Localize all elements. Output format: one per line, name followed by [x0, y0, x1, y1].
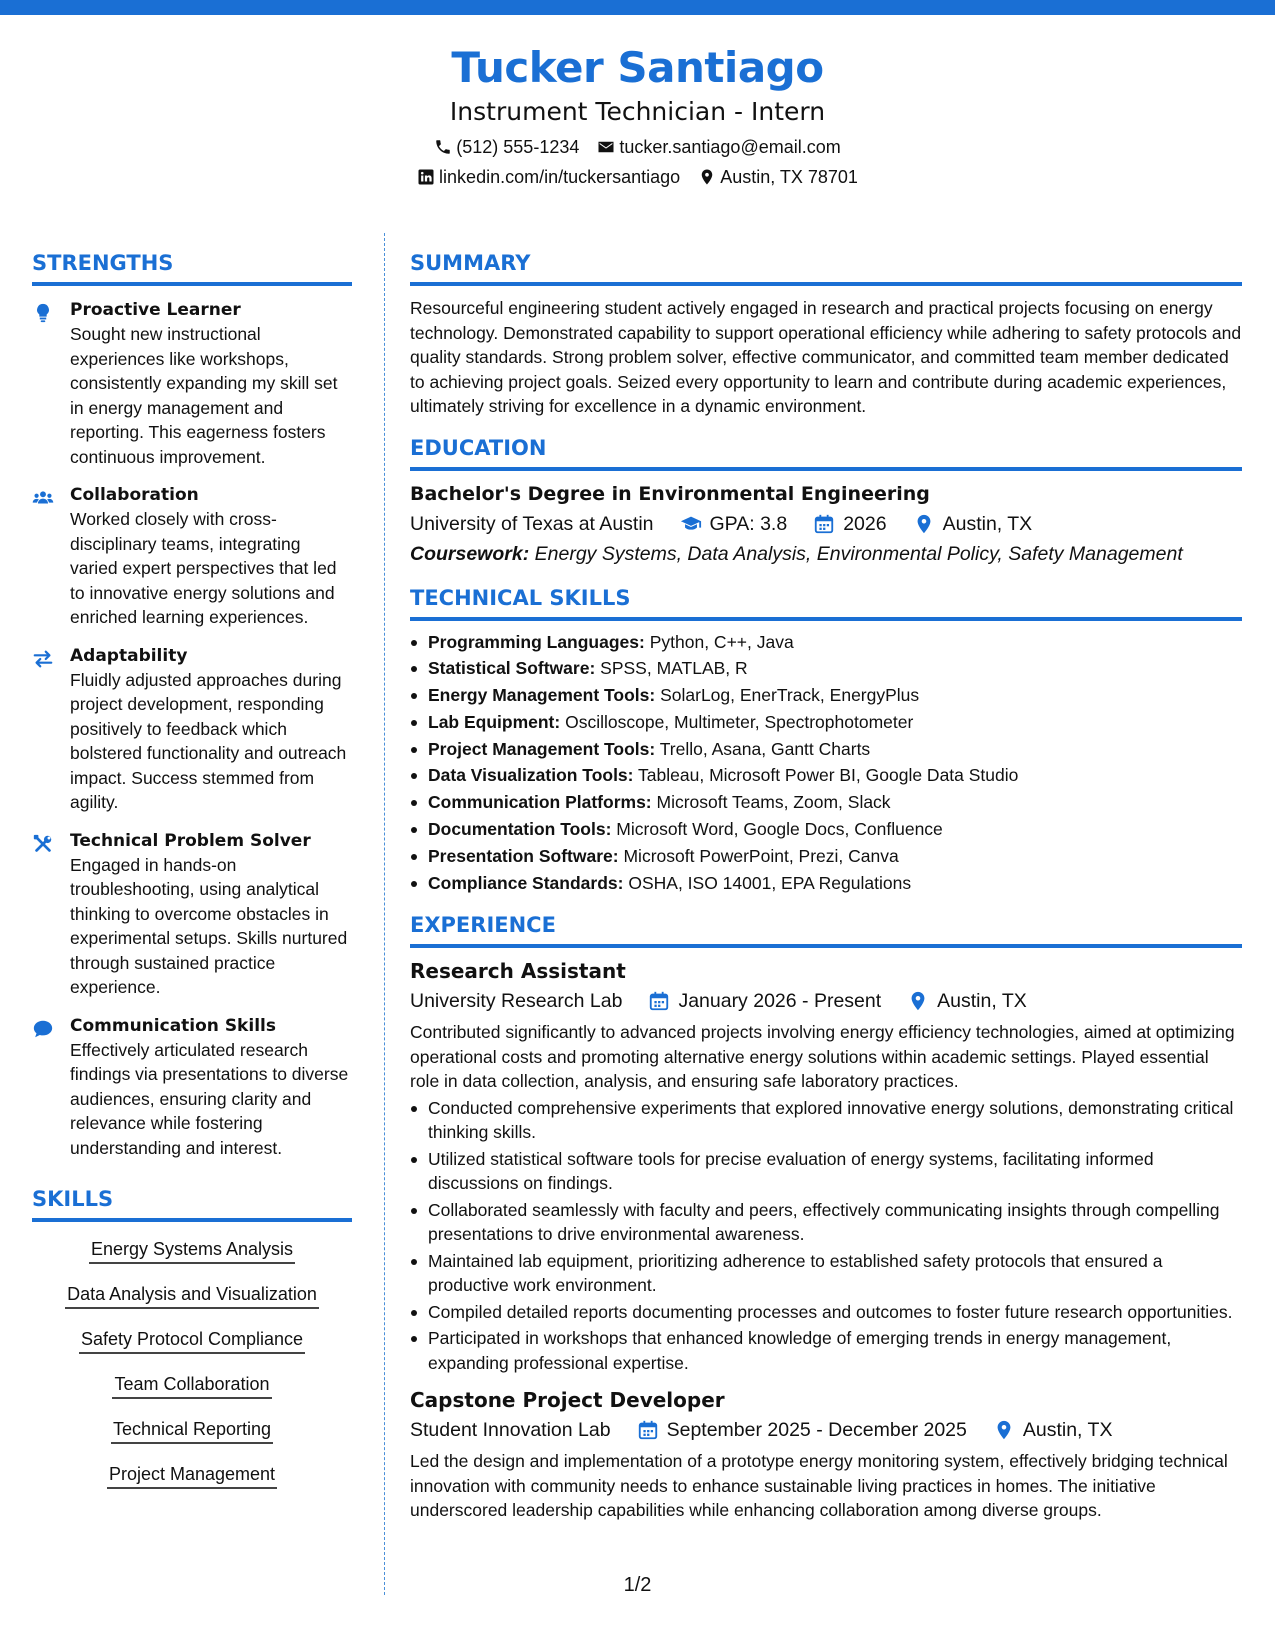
skill-item: Team Collaboration: [112, 1371, 271, 1399]
list-item: [410, 816, 1242, 843]
skill-label: Programming Languages:: [428, 631, 645, 652]
skills-section: [32, 1184, 352, 1506]
linkedin-icon: [417, 168, 435, 186]
strength-item: [32, 829, 352, 1000]
users-icon: [32, 487, 54, 509]
strength-desc: Fluidly adjusted approaches during project development, responding positively to feedback which bolstered functionality and outreach impact. Success stemmed from agility.: [70, 669, 347, 812]
email-text: tucker.santiago@email.com: [619, 137, 841, 157]
job-meta: [410, 1415, 1242, 1445]
job-org: Student Innovation Lab: [410, 1419, 611, 1442]
job-entry: [410, 1385, 1242, 1523]
skill-value: SolarLog, EnerTrack, EnergyPlus: [660, 685, 920, 706]
map-pin-icon: [907, 990, 929, 1012]
skill-value: SPSS, MATLAB, R: [600, 658, 748, 679]
list-item: Compiled detailed reports documenting processes and outcomes to foster future research opportunities.: [410, 1300, 1242, 1325]
calendar-icon: [648, 990, 670, 1012]
strengths-section: [32, 248, 352, 1160]
job-description: Led the design and implementation of a prototype energy monitoring system, effectively bridging technical innovation with community needs to enhance sustainable living practices in homes. The initiative underscored leadership capabilities while enhancing collaboration among diverse groups.: [410, 1451, 1228, 1521]
skill-value: Oscilloscope, Multimeter, Spectrophotometer: [565, 711, 914, 732]
skills-heading: SKILLS: [32, 1184, 352, 1222]
skill-label: Documentation Tools:: [428, 819, 612, 840]
top-accent-bar: [0, 0, 1275, 15]
job-bullets: [410, 1096, 1242, 1376]
skill-label: Communication Platforms:: [428, 792, 652, 813]
skill-label: Project Management Tools:: [428, 738, 656, 759]
skill-label: Presentation Software:: [428, 845, 619, 866]
map-pin-icon: [993, 1419, 1015, 1441]
grad-year: 2026: [843, 512, 887, 535]
experience-section: [410, 910, 1242, 1523]
strength-item: [32, 483, 352, 630]
coursework-label: Coursework:: [410, 542, 530, 565]
swap-arrows-icon: [32, 648, 54, 670]
candidate-title: Instrument Technician - Intern: [449, 97, 826, 126]
map-pin-icon: [913, 513, 935, 535]
list-item: Utilized statistical software tools for precise evaluation of energy systems, facilitating informed discussions on findings.: [410, 1147, 1242, 1196]
phone-icon: [434, 138, 452, 156]
job-dates: January 2026 - Present: [678, 990, 882, 1013]
job-entry: [410, 956, 1242, 1375]
list-item: Collaborated seamlessly with faculty and peers, effectively communicating insights through compelling presentations to drive environmental awareness.: [410, 1198, 1242, 1247]
right-column: [410, 248, 1242, 1523]
education-meta: [410, 509, 1242, 539]
list-item: [410, 629, 1242, 656]
list-item: [410, 843, 1242, 870]
contact-linkedin[interactable]: [417, 162, 680, 192]
job-description: Contributed significantly to advanced projects involving energy efficiency technologies, aimed at optimizing operational costs and promoting alternative energy solutions within academic settings. Played essential role in data collection, analysis, and ensuring safe laboratory practices.: [410, 1022, 1235, 1092]
skill-value: Microsoft Teams, Zoom, Slack: [656, 792, 891, 813]
degree-title: Bachelor's Degree in Environmental Engineering: [410, 482, 930, 505]
chat-bubble-icon: [32, 1018, 54, 1040]
map-pin-icon: [698, 168, 716, 186]
contact-row-2: [0, 162, 1275, 192]
list-item: [410, 736, 1242, 763]
list-item: [410, 655, 1242, 682]
strength-desc: Effectively articulated research findings via presentations to diverse audiences, ensuring clarity and relevance while fostering understanding and interest.: [70, 1039, 349, 1158]
strength-desc: Worked closely with cross-disciplinary teams, integrating varied expert perspectives that led to innovative energy solutions and enriched learning experiences.: [70, 509, 337, 627]
strength-title: Adaptability: [70, 645, 188, 666]
technical-skills-list: [410, 629, 1242, 897]
job-org: University Research Lab: [410, 990, 623, 1013]
list-item: [410, 709, 1242, 736]
education-entry: [410, 479, 1242, 569]
summary-heading: SUMMARY: [410, 248, 1242, 286]
lightbulb-icon: [32, 302, 54, 324]
skill-item: Technical Reporting: [111, 1416, 273, 1444]
summary-text: Resourceful engineering student actively engaged in research and practical projects focusing on energy technology. Demonstrated capability to support operational efficiency while adhering to safety protocols and quality standards. Strong problem solver, effective communicator, and committed team member dedicated to achieving project goals. Seized every opportunity to learn and contribute during academic experiences, ultimately striving for excellence in a dynamic environment.: [410, 298, 1242, 416]
strength-title: Communication Skills: [70, 1015, 276, 1036]
column-divider: [384, 233, 385, 1595]
skill-item: Energy Systems Analysis: [89, 1236, 295, 1264]
job-dates: September 2025 - December 2025: [666, 1419, 967, 1442]
skill-value: Microsoft PowerPoint, Prezi, Canva: [623, 845, 899, 866]
technical-skills-heading: TECHNICAL SKILLS: [410, 583, 1242, 621]
graduation-cap-icon: [680, 513, 702, 535]
phone-text: (512) 555-1234: [456, 137, 580, 157]
strength-title: Technical Problem Solver: [70, 830, 311, 851]
gpa-text: GPA: 3.8: [709, 512, 788, 535]
skill-label: Statistical Software:: [428, 658, 596, 679]
strength-desc: Sought new instructional experiences like workshops, consistently expanding my skill set in energy management and reporting. This eagerness fosters continuous improvement.: [70, 324, 338, 467]
job-location: Austin, TX: [1022, 1419, 1113, 1442]
job-meta: [410, 986, 1242, 1016]
technical-skills-section: [410, 583, 1242, 897]
list-item: [410, 762, 1242, 789]
list-item: Maintained lab equipment, prioritizing adherence to established safety protocols that ensured a productive work environment.: [410, 1249, 1242, 1298]
experience-heading: EXPERIENCE: [410, 910, 1242, 948]
strength-title: Collaboration: [70, 485, 199, 505]
list-item: Conducted comprehensive experiments that explored innovative energy solutions, demonstrating critical thinking skills.: [410, 1096, 1242, 1145]
summary-section: [410, 248, 1242, 419]
school-location: Austin, TX: [942, 512, 1033, 535]
left-column: [32, 248, 352, 1506]
list-item: [410, 682, 1242, 709]
education-section: [410, 433, 1242, 569]
strength-item: [32, 644, 352, 815]
skill-label: Lab Equipment:: [428, 711, 561, 732]
list-item: Participated in workshops that enhanced knowledge of emerging trends in energy management, expanding professional expertise.: [410, 1326, 1242, 1375]
skill-label: Compliance Standards:: [428, 872, 624, 893]
tools-icon: [32, 833, 54, 855]
job-location: Austin, TX: [937, 990, 1027, 1013]
contact-row-1: [0, 132, 1275, 162]
list-item: [410, 789, 1242, 816]
skill-value: Microsoft Word, Google Docs, Confluence: [616, 819, 943, 840]
skill-value: OSHA, ISO 14001, EPA Regulations: [628, 872, 912, 893]
strength-item: [32, 1014, 352, 1161]
linkedin-text: linkedin.com/in/tuckersantiago: [439, 167, 681, 187]
job-title: Capstone Project Developer: [410, 1388, 725, 1413]
skill-label: Data Visualization Tools:: [428, 765, 634, 786]
contact-phone[interactable]: [434, 132, 579, 162]
resume-header: [0, 40, 1275, 192]
skill-item: Data Analysis and Visualization: [65, 1281, 319, 1309]
strength-title: Proactive Learner: [70, 300, 241, 320]
calendar-icon: [637, 1419, 659, 1441]
location-text: Austin, TX 78701: [720, 167, 858, 187]
school-name: University of Texas at Austin: [410, 512, 654, 535]
strength-item: [32, 298, 352, 469]
strength-desc: Engaged in hands-on troubleshooting, using analytical thinking to overcome obstacles in experimental setups. Skills nurtured through sustained practice experience.: [70, 854, 348, 997]
job-title: Research Assistant: [410, 959, 626, 984]
education-heading: EDUCATION: [410, 433, 1242, 471]
coursework-line: [410, 539, 1242, 569]
page-number: 1/2: [623, 1574, 652, 1596]
calendar-icon: [813, 513, 835, 535]
skill-label: Energy Management Tools:: [428, 685, 656, 706]
coursework-text: Energy Systems, Data Analysis, Environmental Policy, Safety Management: [534, 542, 1183, 565]
contact-email[interactable]: [597, 132, 840, 162]
skill-value: Python, C++, Java: [649, 631, 794, 652]
candidate-name: Tucker Santiago: [451, 43, 824, 92]
contact-location: [698, 162, 858, 192]
envelope-icon: [597, 138, 615, 156]
skill-item: Project Management: [107, 1461, 277, 1489]
skill-value: Tableau, Microsoft Power BI, Google Data Studio: [638, 765, 1019, 786]
skill-item: Safety Protocol Compliance: [79, 1326, 305, 1354]
strengths-heading: STRENGTHS: [32, 248, 352, 286]
skills-list: [32, 1236, 352, 1506]
list-item: [410, 870, 1242, 897]
skill-value: Trello, Asana, Gantt Charts: [659, 738, 871, 759]
